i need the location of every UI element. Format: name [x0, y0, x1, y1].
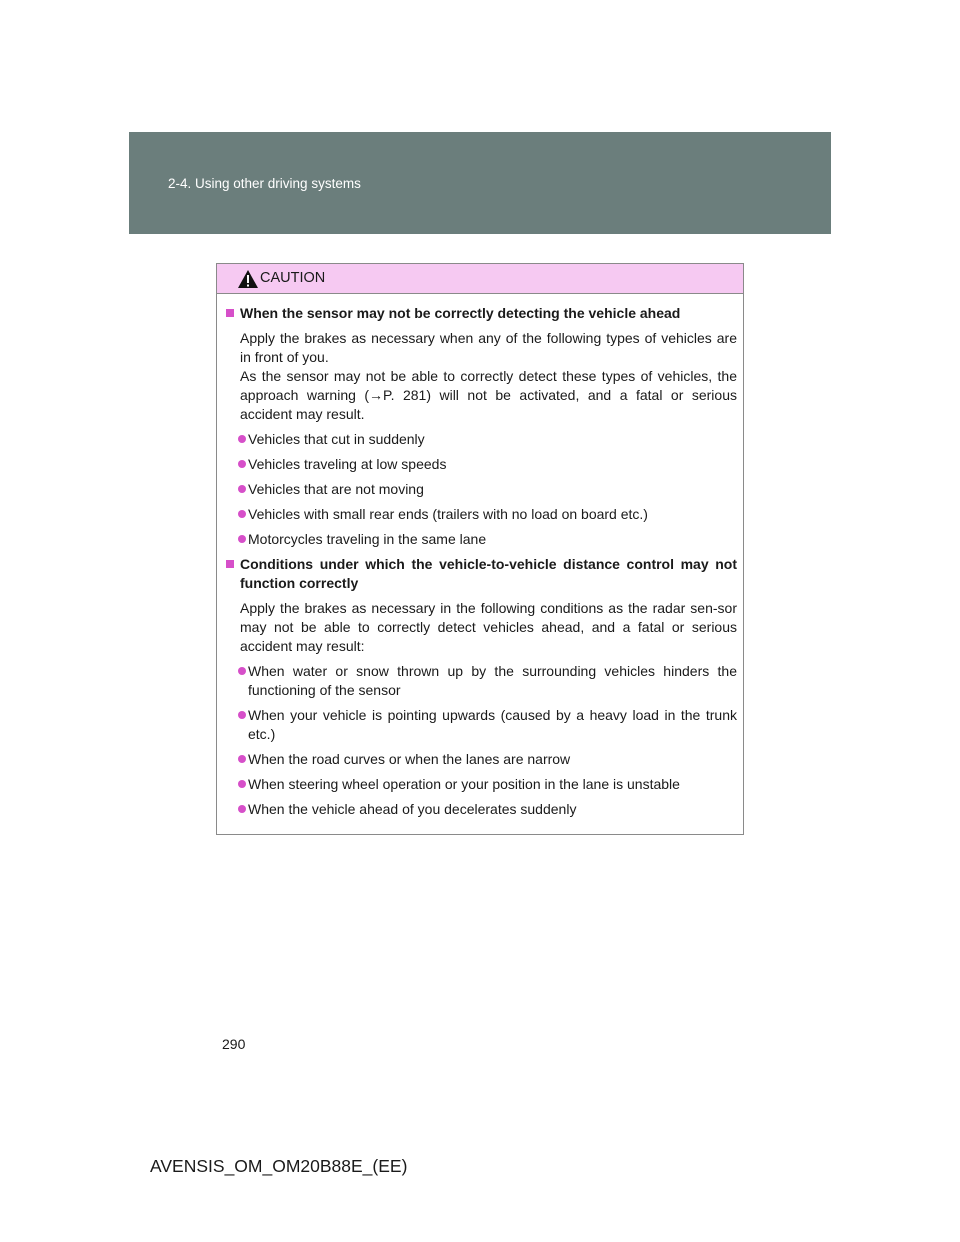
list-item-text: Vehicles that cut in suddenly: [248, 431, 425, 447]
round-bullet-icon: [238, 510, 246, 518]
list-item: [217, 662, 743, 700]
caution-content: [217, 304, 743, 825]
section-heading-text: Conditions under which the vehicle-to-vehicle distance control may not function correctly: [240, 556, 737, 591]
square-bullet-icon: [226, 309, 234, 317]
list-item: [217, 775, 743, 794]
round-bullet-icon: [238, 667, 246, 675]
list-item: [217, 480, 743, 499]
paragraph-line: As the sensor may not be able to correctly detect these types of vehicles, the approach warning (→P. 281) will not be activated, and a fatal or serious accident may result.: [240, 368, 737, 422]
list-item-text: Vehicles that are not moving: [248, 481, 424, 497]
paragraph-line: Apply the brakes as necessary when any of the following types of vehicles are in front of you.: [240, 330, 737, 365]
list-item-text: When the road curves or when the lanes are narrow: [248, 751, 571, 767]
list-item: [217, 455, 743, 474]
list-item: [217, 530, 743, 549]
list-item: [217, 750, 743, 769]
bullet-list: [217, 662, 743, 819]
section-header-band: [129, 132, 831, 234]
list-item-text: Vehicles traveling at low speeds: [248, 456, 447, 472]
list-item: [217, 800, 743, 819]
round-bullet-icon: [238, 485, 246, 493]
section-heading: [217, 555, 743, 593]
paragraph-line: Apply the brakes as necessary in the following conditions as the radar sen-sor may not be able to correctly detect vehicles ahead, and a fatal or serious accident may result:: [240, 600, 737, 654]
list-item-text: When the vehicle ahead of you decelerates suddenly: [248, 801, 577, 817]
bullet-list: [217, 430, 743, 549]
section-heading: [217, 304, 743, 323]
round-bullet-icon: [238, 755, 246, 763]
section-paragraph: [217, 329, 743, 424]
section-heading-text: When the sensor may not be correctly detecting the vehicle ahead: [240, 305, 681, 321]
section-paragraph: [217, 599, 743, 656]
caution-header: [217, 264, 743, 294]
round-bullet-icon: [238, 711, 246, 719]
list-item: [217, 430, 743, 449]
round-bullet-icon: [238, 780, 246, 788]
list-item: [217, 706, 743, 744]
list-item-text: Motorcycles traveling in the same lane: [248, 531, 487, 547]
caution-title: CAUTION: [260, 270, 326, 286]
list-item-text: Vehicles with small rear ends (trailers with no load on board etc.): [248, 506, 648, 522]
caution-box: [216, 263, 744, 835]
list-item-text: When your vehicle is pointing upwards (caused by a heavy load in the trunk etc.): [248, 707, 737, 742]
round-bullet-icon: [238, 805, 246, 813]
section-title: 2-4. Using other driving systems: [168, 176, 361, 191]
page-number: 290: [222, 1036, 246, 1052]
round-bullet-icon: [238, 435, 246, 443]
list-item-text: When steering wheel operation or your position in the lane is unstable: [248, 776, 680, 792]
list-item-text: When water or snow thrown up by the surrounding vehicles hinders the functioning of the sensor: [248, 663, 737, 698]
document-id: AVENSIS_OM_OM20B88E_(EE): [150, 1156, 408, 1176]
list-item: [217, 505, 743, 524]
warning-triangle-icon: [237, 269, 259, 289]
round-bullet-icon: [238, 535, 246, 543]
square-bullet-icon: [226, 560, 234, 568]
round-bullet-icon: [238, 460, 246, 468]
